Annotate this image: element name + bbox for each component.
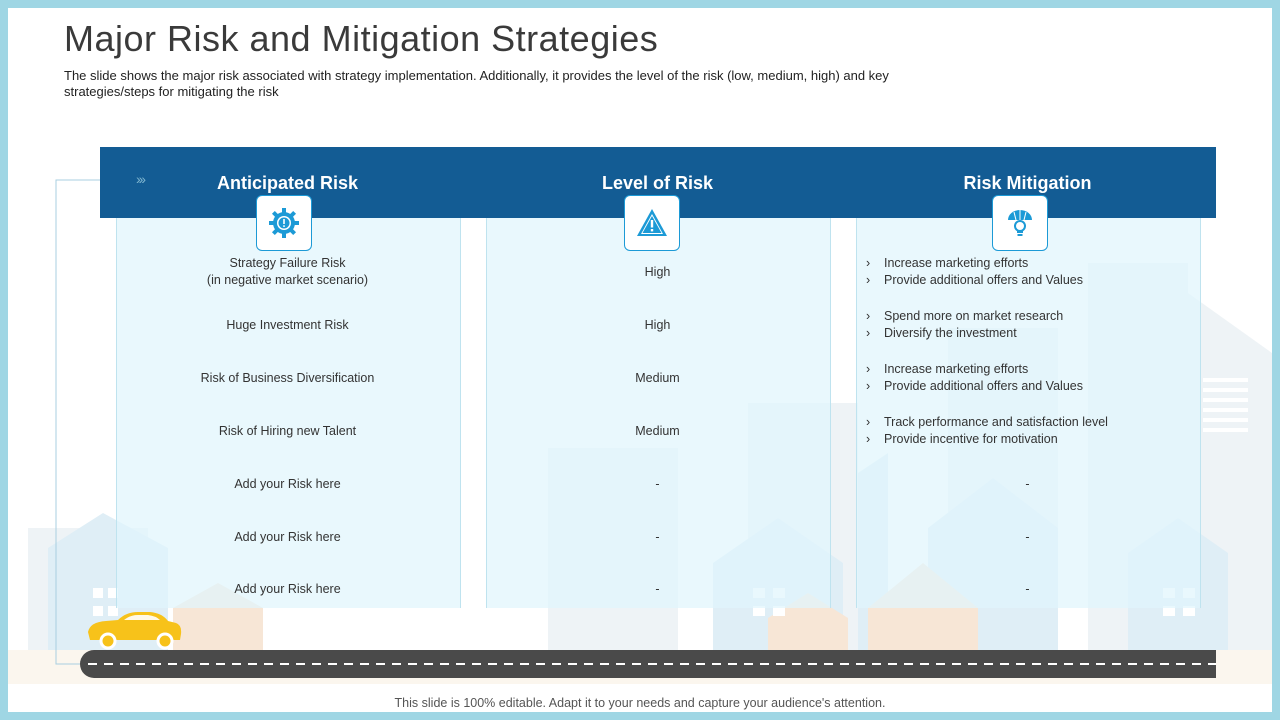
level-cell: -: [655, 477, 660, 491]
mitigation-cell-placeholder: -: [1025, 477, 1030, 491]
level-cell: -: [655, 530, 660, 544]
umbrella-bulb-icon: [992, 195, 1048, 251]
bullet-chevron-icon: ›: [866, 415, 871, 429]
header-anticipated-risk: Anticipated Risk: [216, 173, 359, 193]
level-cell: -: [655, 582, 660, 596]
risk-cell-line: (in negative market scenario): [206, 273, 369, 287]
mitigation-cell-placeholder: -: [1025, 530, 1030, 544]
page-title: Major Risk and Mitigation Strategies: [64, 18, 659, 59]
mitigation-item: › Provide additional offers and Values: [866, 379, 1083, 393]
mitigation-item: › Increase marketing efforts: [866, 256, 1029, 270]
header-risk-mitigation: Risk Mitigation: [963, 173, 1092, 193]
mitigation-list: [866, 308, 1196, 342]
risk-cell: [116, 255, 459, 289]
bullet-chevron-icon: ›: [866, 256, 871, 270]
mitigation-item: › Provide additional offers and Values: [866, 273, 1083, 287]
risk-cell-placeholder: Add your Risk here: [234, 582, 341, 596]
bullet-chevron-icon: ›: [866, 432, 871, 446]
risk-cell: Huge Investment Risk: [226, 318, 349, 332]
mitigation-item: › Increase marketing efforts: [866, 362, 1029, 376]
mitigation-list: [866, 361, 1196, 395]
header-level-of-risk: Level of Risk: [601, 173, 714, 193]
warning-triangle-icon: [624, 195, 680, 251]
mitigation-item: › Spend more on market research: [866, 309, 1064, 323]
page-subtitle: The slide shows the major risk associated with strategy implementation. Additionally, it provides the level of the risk (low, medium, high) and key strategies/steps for mitigating the risk: [64, 68, 889, 99]
level-cell: High: [644, 265, 671, 279]
risk-cell-placeholder: Add your Risk here: [234, 530, 341, 544]
risk-cell-placeholder: Add your Risk here: [234, 477, 341, 491]
gear-alert-icon: [256, 195, 312, 251]
risk-cell: Risk of Business Diversification: [200, 371, 375, 385]
mitigation-item: › Track performance and satisfaction level: [866, 415, 1108, 429]
mitigation-item: › Provide incentive for motivation: [866, 432, 1058, 446]
level-cell: Medium: [635, 371, 680, 385]
bullet-chevron-icon: ›: [866, 362, 871, 376]
bullet-chevron-icon: ›: [866, 309, 871, 323]
risk-cell: Risk of Hiring new Talent: [218, 424, 357, 438]
bullet-chevron-icon: ›: [866, 273, 871, 287]
bullet-chevron-icon: ›: [866, 326, 871, 340]
level-cell: High: [644, 318, 671, 332]
bullet-chevron-icon: ›: [866, 379, 871, 393]
footer-note: This slide is 100% editable. Adapt it to your needs and capture your audience's attention.: [394, 696, 886, 710]
risk-cell-line: Strategy Failure Risk: [229, 256, 346, 270]
mitigation-cell-placeholder: -: [1025, 582, 1030, 596]
level-cell: Medium: [635, 424, 680, 438]
mitigation-list: [866, 255, 1196, 289]
triple-chevron-icon: ›››: [136, 171, 144, 187]
mitigation-item: › Diversify the investment: [866, 326, 1017, 340]
mitigation-list: [866, 414, 1196, 448]
